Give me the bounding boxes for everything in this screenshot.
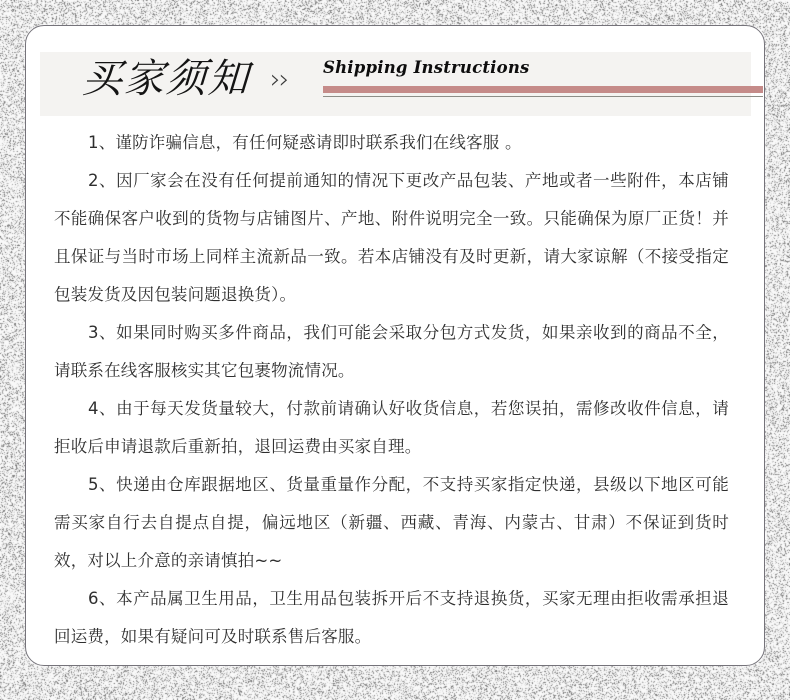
title-english-group	[309, 57, 764, 97]
notice-item: 5、快递由仓库跟据地区、货量重量作分配，不支持买家指定快递，县级以下地区可能需买家自行去自提点自提，偏远地区（新疆、西藏、青海、内蒙古、甘肃）不保证到货时效，对以上介意的亲请慎拍~~	[54, 475, 729, 570]
notice-item: 1、谨防诈骗信息，有任何疑惑请即时联系我们在线客服 。	[88, 133, 522, 152]
notice-list	[40, 124, 751, 656]
double-chevron-right-icon: ››	[270, 64, 288, 95]
notice-item: 3、如果同时购买多件商品，我们可能会采取分包方式发货，如果亲收到的商品不全，请联系在线客服核实其它包裹物流情况。	[54, 323, 729, 380]
accent-rule	[323, 86, 763, 93]
shipping-instructions-card	[25, 25, 765, 666]
divider-rule	[323, 96, 763, 97]
notice-item: 6、本产品属卫生用品，卫生用品包装拆开后不支持退换货，买家无理由拒收需承担退回运费，如果有疑问可及时联系售后客服。	[54, 589, 729, 646]
page-title-chinese: 买家须知	[80, 56, 252, 102]
notice-item: 4、由于每天发货量较大，付款前请确认好收货信息，若您误拍，需修改收件信息，请拒收后申请退款后重新拍，退回运费由买家自理。	[54, 399, 729, 456]
page-title-english: Shipping Instructions	[323, 58, 530, 77]
notice-item: 2、因厂家会在没有任何提前通知的情况下更改产品包装、产地或者一些附件，本店铺不能确保客户收到的货物与店铺图片、产地、附件说明完全一致。只能确保为原厂正货！并且保证与当时市场上同样主流新品一致。若本店铺没有及时更新，请大家谅解（不接受指定包装发货及因包装问题退换货）。	[54, 171, 729, 304]
card-header-band	[40, 52, 751, 116]
card-header-inner	[40, 52, 751, 116]
